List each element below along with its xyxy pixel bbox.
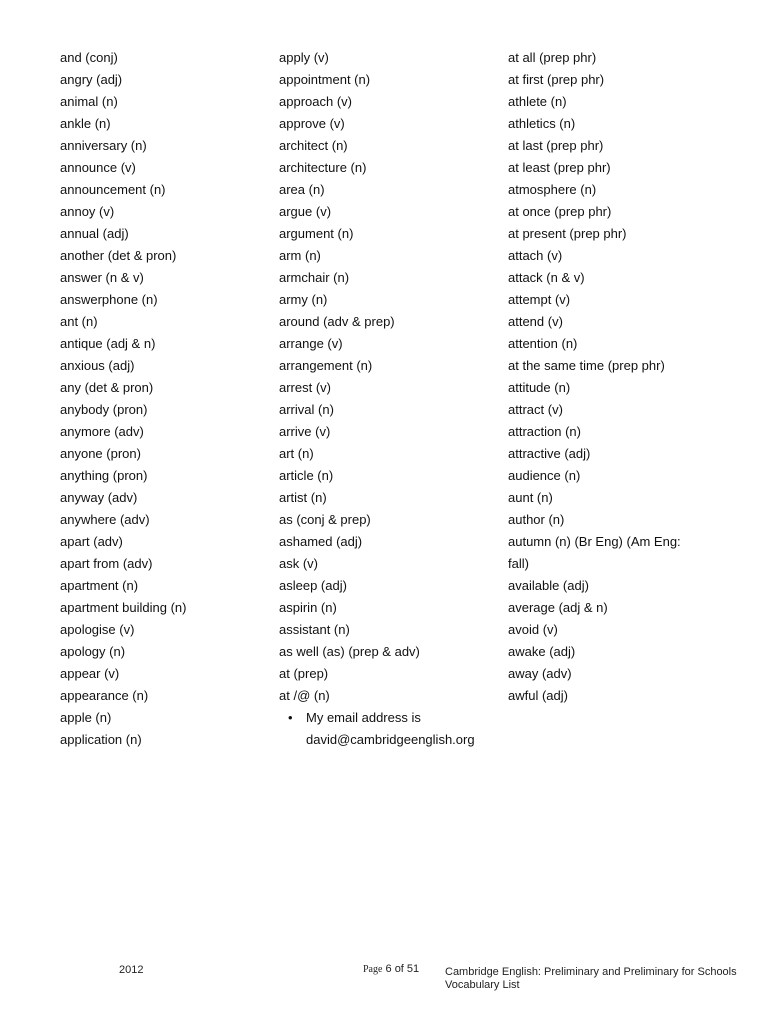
vocab-entry: attraction (n) [508, 424, 581, 439]
vocab-entry: appointment (n) [279, 72, 371, 87]
vocab-entry: arrest (v) [279, 380, 331, 395]
vocab-entry: anyway (adv) [60, 490, 138, 505]
vocab-entry: argue (v) [279, 204, 332, 219]
vocab-entry: aspirin (n) [279, 600, 337, 615]
vocab-entry: at the same time (prep phr) [508, 358, 665, 373]
vocab-entry: at all (prep phr) [508, 50, 597, 65]
vocab-entry: anniversary (n) [60, 138, 147, 153]
vocab-entry: ant (n) [60, 314, 98, 329]
vocab-entry: fall) [508, 556, 529, 571]
vocab-entry: arrange (v) [279, 336, 343, 351]
vocab-entry: army (n) [279, 292, 328, 307]
vocab-entry: at once (prep phr) [508, 204, 612, 219]
vocab-entry: another (det & pron) [60, 248, 177, 263]
footer-page-word: Page [363, 964, 383, 975]
vocab-entry: anxious (adj) [60, 358, 135, 373]
vocab-entry: athlete (n) [508, 94, 567, 109]
vocab-entry: anyone (pron) [60, 446, 141, 461]
vocab-entry: apology (n) [60, 644, 126, 659]
vocab-entry: asleep (adj) [279, 578, 347, 593]
footer-title-line-1: Cambridge English: Preliminary and Preliminary for Schools [445, 966, 737, 978]
vocab-entry: athletics (n) [508, 116, 576, 131]
vocab-entry: at (prep) [279, 666, 329, 681]
vocab-entry: arrival (n) [279, 402, 334, 417]
vocab-entry: apply (v) [279, 50, 329, 65]
vocab-entry: apart from (adv) [60, 556, 153, 571]
vocab-entry: apple (n) [60, 710, 112, 725]
vocab-entry: approve (v) [279, 116, 345, 131]
vocab-entry: anywhere (adv) [60, 512, 150, 527]
vocab-entry: ask (v) [279, 556, 318, 571]
vocab-entry: attack (n & v) [508, 270, 585, 285]
vocab-entry: attempt (v) [508, 292, 571, 307]
vocab-entry: apart (adv) [60, 534, 123, 549]
footer-page-number [363, 963, 419, 975]
vocab-entry: and (conj) [60, 50, 118, 65]
example-line-2: david@cambridgeenglish.org [306, 732, 475, 747]
vocab-entry: as (conj & prep) [279, 512, 371, 527]
vocab-entry: ashamed (adj) [279, 534, 363, 549]
vocab-entry: apartment building (n) [60, 600, 187, 615]
vocab-entry: away (adv) [508, 666, 572, 681]
vocab-entry: attend (v) [508, 314, 563, 329]
vocab-entry: appearance (n) [60, 688, 149, 703]
vocab-entry: art (n) [279, 446, 314, 461]
vocab-entry: aunt (n) [508, 490, 553, 505]
vocab-entry: awful (adj) [508, 688, 568, 703]
word-column-2 [279, 47, 475, 751]
example-bullet [288, 707, 475, 751]
vocab-entry: average (adj & n) [508, 600, 608, 615]
vocab-entry: architecture (n) [279, 160, 367, 175]
vocab-entry: audience (n) [508, 468, 581, 483]
vocab-entry: at least (prep phr) [508, 160, 611, 175]
vocab-entry: ankle (n) [60, 116, 111, 131]
vocab-entry: architect (n) [279, 138, 348, 153]
footer-title [445, 966, 737, 992]
example-line-1: My email address is [306, 710, 421, 725]
vocab-entry: available (adj) [508, 578, 589, 593]
vocab-entry: around (adv & prep) [279, 314, 395, 329]
vocab-entry: animal (n) [60, 94, 118, 109]
vocab-entry: attract (v) [508, 402, 563, 417]
vocab-entry: approach (v) [279, 94, 352, 109]
vocab-entry: attach (v) [508, 248, 563, 263]
vocab-entry: at first (prep phr) [508, 72, 605, 87]
bullet-icon: • [288, 710, 293, 725]
vocab-entry: atmosphere (n) [508, 182, 597, 197]
vocab-entry: anymore (adv) [60, 424, 144, 439]
vocab-entry: as well (as) (prep & adv) [279, 644, 420, 659]
vocab-entry: apartment (n) [60, 578, 139, 593]
vocab-entry: artist (n) [279, 490, 327, 505]
vocab-entry: author (n) [508, 512, 565, 527]
vocab-entry: attractive (adj) [508, 446, 591, 461]
vocab-entry: application (n) [60, 732, 142, 747]
vocab-entry: autumn (n) (Br Eng) (Am Eng: [508, 534, 681, 549]
vocab-entry: answerphone (n) [60, 292, 158, 307]
footer-year: 2012 [119, 964, 144, 976]
vocab-entry: attention (n) [508, 336, 578, 351]
vocab-entry: argument (n) [279, 226, 354, 241]
vocab-entry: area (n) [279, 182, 325, 197]
word-column-3 [508, 47, 681, 707]
vocab-entry: assistant (n) [279, 622, 350, 637]
vocab-entry: anybody (pron) [60, 402, 148, 417]
vocab-entry: arrangement (n) [279, 358, 373, 373]
footer-title-line-2: Vocabulary List [445, 979, 520, 991]
vocab-entry: at last (prep phr) [508, 138, 604, 153]
vocab-entry: article (n) [279, 468, 334, 483]
vocab-entry: annoy (v) [60, 204, 115, 219]
vocab-entry: appear (v) [60, 666, 120, 681]
vocab-entry: announcement (n) [60, 182, 166, 197]
vocab-entry: anything (pron) [60, 468, 148, 483]
vocab-entry: arm (n) [279, 248, 321, 263]
vocab-entry: arrive (v) [279, 424, 331, 439]
vocab-entry: avoid (v) [508, 622, 558, 637]
vocab-entry: announce (v) [60, 160, 136, 175]
vocab-entry: any (det & pron) [60, 380, 154, 395]
vocab-entry: awake (adj) [508, 644, 576, 659]
vocab-entry: answer (n & v) [60, 270, 144, 285]
vocab-entry: annual (adj) [60, 226, 129, 241]
vocab-entry: at present (prep phr) [508, 226, 627, 241]
vocab-entry: angry (adj) [60, 72, 123, 87]
word-column-1 [60, 47, 186, 751]
vocab-entry: attitude (n) [508, 380, 571, 395]
vocab-entry: antique (adj & n) [60, 336, 156, 351]
vocab-entry: armchair (n) [279, 270, 350, 285]
vocab-entry: at /@ (n) [279, 688, 330, 703]
footer-page-count: 6 of 51 [385, 963, 420, 975]
vocab-entry: apologise (v) [60, 622, 135, 637]
